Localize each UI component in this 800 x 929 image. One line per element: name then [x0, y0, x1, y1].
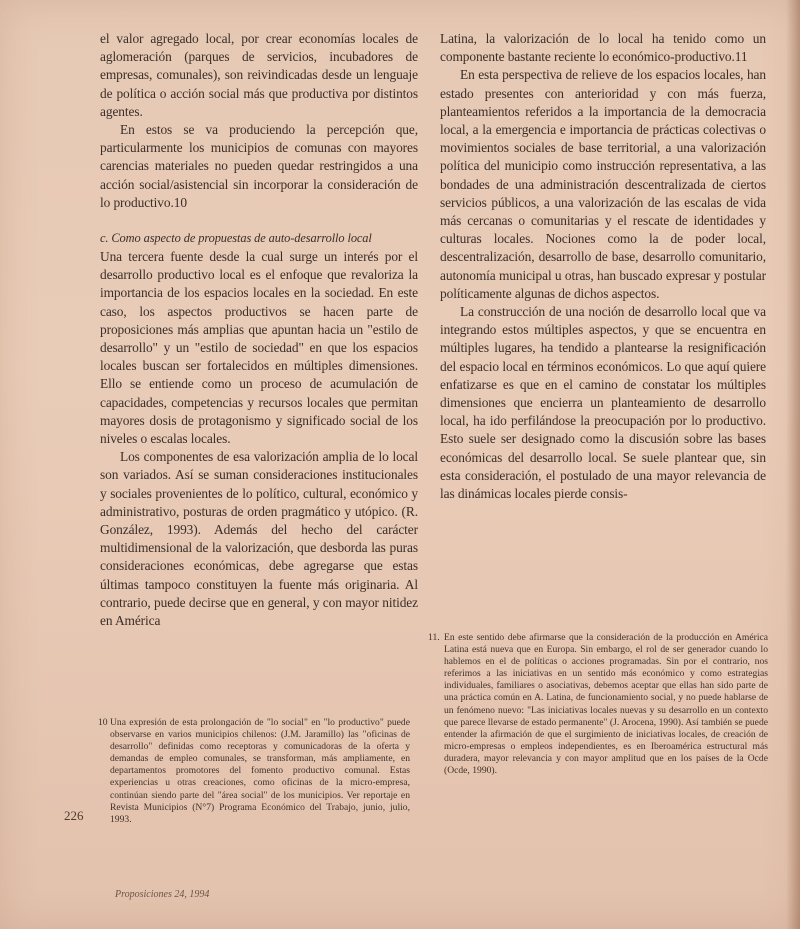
left-paragraph-2: En estos se va produciendo la percepción que, particularmente los municipios de comunas con mayores carencias materiales no pueden quedar restringidos a una acción social/asistencial sin incorporar la consideración de lo productivo.10 [100, 122, 418, 210]
section-subheading: c. Como aspecto de propuestas de auto-desarrollo local [100, 231, 372, 246]
footnote-11 [428, 632, 768, 777]
journal-footer: Proposiciones 24, 1994 [115, 889, 210, 900]
left-column [100, 30, 418, 630]
right-paragraph-2: En esta perspectiva de relieve de los espacios locales, han estado presentes con anterioridad y con más fuerza, planteamientos referidos a la importancia de la democracia local, a la emergencia e importancia de prácticas colectivas o movimientos sociales de base territorial, a una valorización política del municipio como instrucción representativa, a las bondades de una administración descentralizada de ciertos servicios públicos, a una valorización de las escalas de vida más cercanas o comunitarias y el rescate de identidades y culturas locales. Nociones como la de poder local, descentralización, desarrollo de base, desarrollo comunitario, autonomía municipal u otras, han buscado expresar y postular políticamente algunas de dichos aspectos. [440, 67, 766, 301]
left-paragraph-4: Los componentes de esa valorización amplia de lo local son variados. Así se suman consideraciones institucionales y sociales provenientes de lo político, cultural, económico y administrativo, posturas de orden pragmático y utópico. (R. González, 1993). Además del hecho del carácter multidimensional de la valorización, que desborda las puras consideraciones económicas, debe agregarse que estas últimas tampoco constituyen la fuente más originaria. Al contrario, puede decirse que en general, y con mayor nitidez en América [100, 449, 418, 629]
footnote-text: Una expresión de esta prolongación de "lo social" en "lo productivo" puede observarse en varios municipios chilenos: (J.M. Jaramillo) las "oficinas de desarrollo" definidas como receptoras y comunicadoras de la oferta y demandas de empleo comunales, se transforman, más ampliamente, en departamentos promotores del fomento productivo comunal. Estas experiencias u otras creaciones, como oficinas de la micro-empresa, continúan siendo parte del "área social" de los municipios. Ver reportaje en Revista Municipios (N°7) Programa Económico del Trabajo, junio, julio, 1993. [110, 717, 410, 825]
left-paragraph-3: Una tercera fuente desde la cual surge un interés por el desarrollo productivo local es el enfoque que revaloriza la importancia de los espacios locales en la sociedad. En este caso, los aspectos productivos se hacen parte de proposiciones más amplias que apuntan hacia un "estilo de desarrollo" y un "estilo de sociedad" en que los espacios locales buscan ser fortalecidos en múltiples dimensiones. Ello se entiende como un proceso de acumulación de capacidades, competencias y recursos locales que permitan mayores dosis de protagonismo y significado social de los niveles o escalas locales. [100, 249, 418, 447]
footnote-10 [98, 717, 410, 826]
footnote-number: 11. [428, 632, 440, 643]
footnote-number: 10 [98, 717, 108, 728]
page-number: 226 [64, 808, 84, 823]
right-paragraph-3: La construcción de una noción de desarrollo local que va integrando estos múltiples aspectos, y que se encuentra en múltiples lugares, ha tendido a plantearse la resignificación del espacio local en términos económicos. Lo que aquí quiere enfatizarse es que en el camino de constatar los múltiples dimensiones que encierra un planteamiento de desarrollo local, ha ido perfilándose la preocupación por lo productivo. Esto suele ser designado como la discusión sobre las bases económicas del desarrollo local. Se suele plantear que, sin esta consideración, el postulado de una mayor relevancia de las dinámicas locales pierde consis- [440, 304, 766, 502]
left-paragraph-1: el valor agregado local, por crear economías locales de aglomeración (parques de servicios, incubadores de empresas, comunales), son reivindicadas desde un lenguaje de política o acción social más que productiva por distintos agentes. [100, 31, 418, 119]
right-paragraph-1: Latina, la valorización de lo local ha tenido como un componente bastante reciente lo económico-productivo.11 [440, 31, 766, 65]
page-edge-shadow [786, 0, 800, 929]
footnote-text: En este sentido debe afirmarse que la consideración de la producción en América Latina está nueva que en Europa. Sin embargo, el rol de ser generador cuando lo hablemos en el de políticas o acciones programadas. Sin por el contrario, nos referimos a las iniciativas en un sentido más económico y como estrategias individuales, familiares o asociativas, debemos aceptar que ellas han sido parte de una práctica común en A. Latina, de funcionamiento social, y no puede hablarse de un fenómeno nuevo: "Las iniciativas locales nuevas y su desarrollo en un contexto que parece llevarse de estado permanente" (J. Arocena, 1990). Así también se puede entender la afirmación de que el surgimiento de iniciativas locales, de creación de micro-empresas o empleos independientes, es en Iberoamérica estructural más duradera, mayor relevancia y con mayor amplitud que en los países de la Ocde (Ocde, 1990). [444, 632, 768, 777]
right-column [440, 30, 766, 503]
